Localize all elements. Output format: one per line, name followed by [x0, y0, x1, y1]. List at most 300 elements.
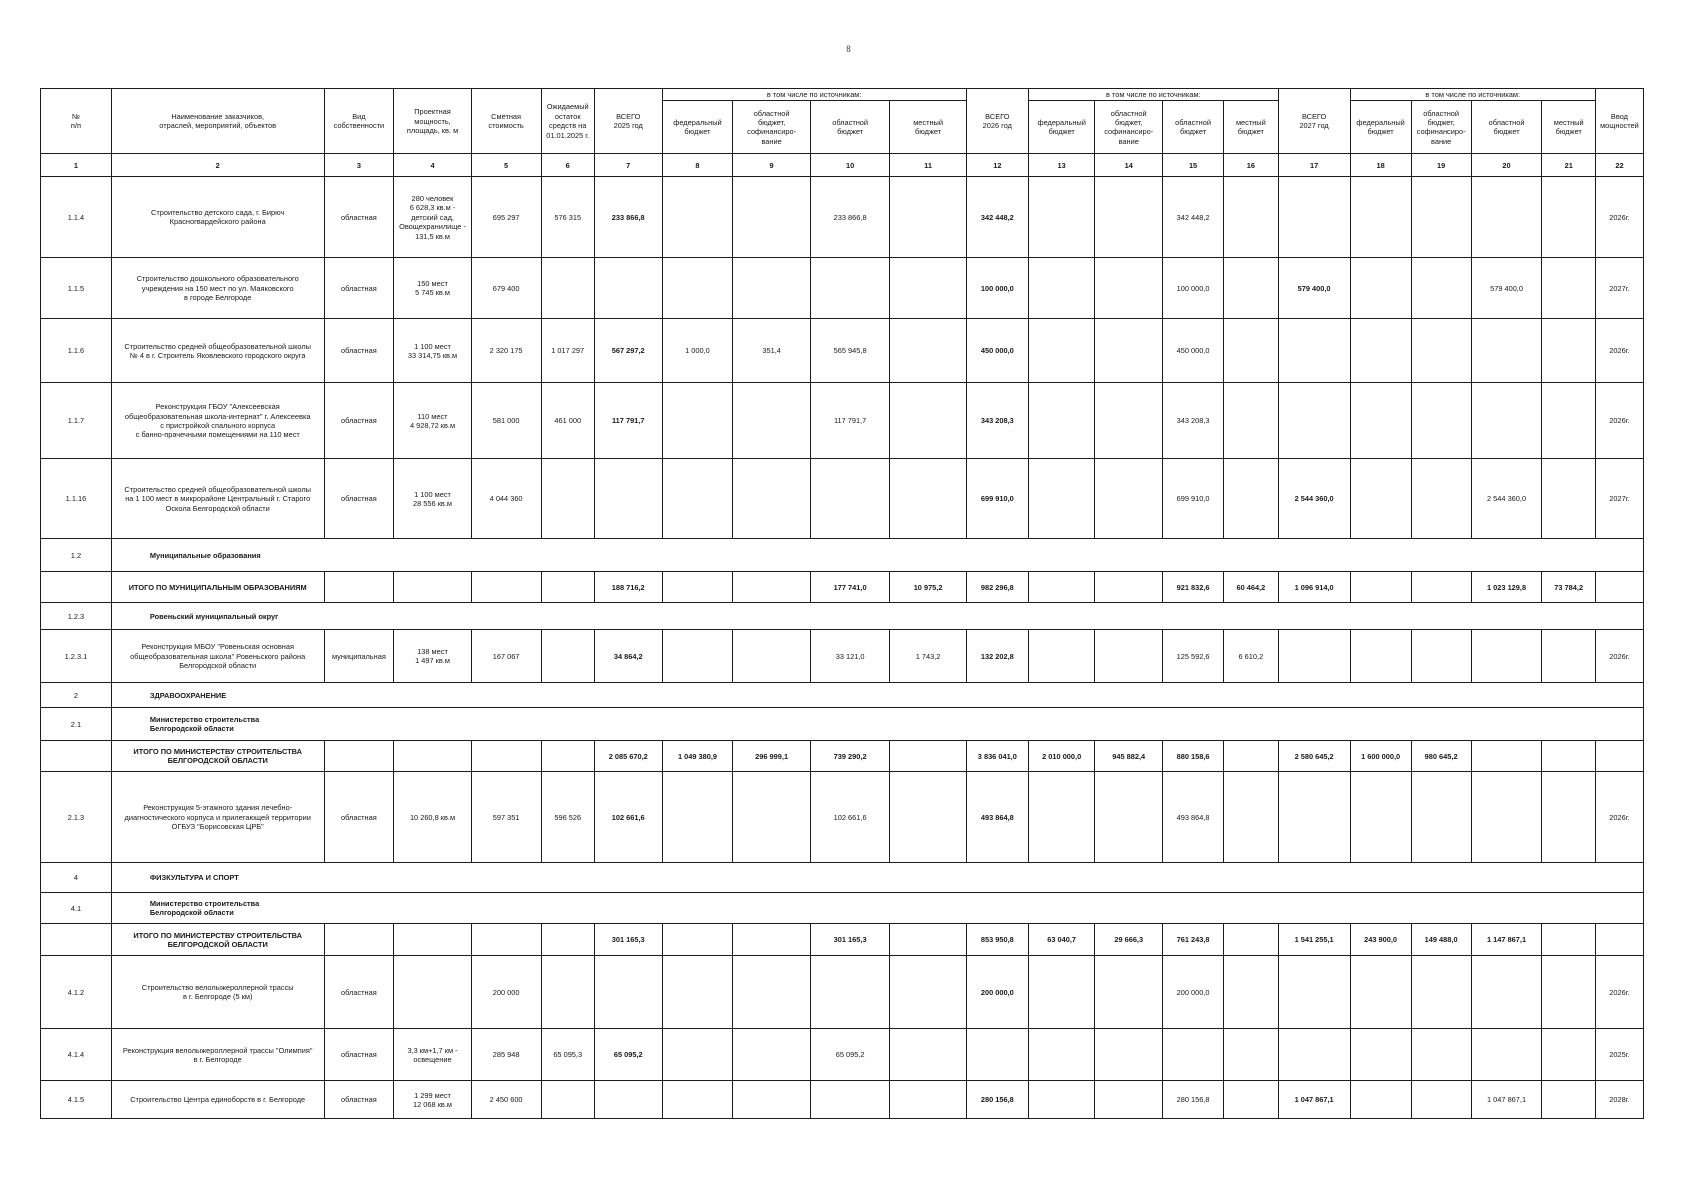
ownership-cell: муниципальная	[324, 630, 394, 683]
regional-2026-cell: 699 910,0	[1163, 459, 1224, 539]
regional-cofin-2025-cell	[733, 1081, 810, 1119]
federal-2025-cell	[662, 459, 733, 539]
federal-2025-cell	[662, 772, 733, 863]
regional-cofin-2026-cell	[1095, 772, 1163, 863]
row-number-cell: 4.1	[41, 893, 112, 924]
row-number-cell	[41, 924, 112, 956]
total-2027-cell: 2 544 360,0	[1278, 459, 1350, 539]
total-2026-cell: 699 910,0	[966, 459, 1028, 539]
total-2025-cell: 233 866,8	[594, 177, 662, 258]
regional-cofin-2027-cell	[1411, 772, 1471, 863]
regional-2027-cell	[1471, 772, 1542, 863]
object-row	[41, 630, 1644, 683]
row-number-cell: 2.1.3	[41, 772, 112, 863]
regional-cofin-2027-cell	[1411, 459, 1471, 539]
row-number-cell: 4.1.5	[41, 1081, 112, 1119]
federal-2027-cell	[1350, 319, 1411, 383]
section-row	[41, 893, 1644, 924]
total-2027-cell: 1 541 255,1	[1278, 924, 1350, 956]
regional-cofin-2026-cell	[1095, 956, 1163, 1029]
header-sources-2026: в том числе по источникам:	[1028, 89, 1278, 101]
federal-2026-cell	[1028, 772, 1095, 863]
total-2026-cell: 3 836 041,0	[966, 741, 1028, 772]
ownership-cell: областная	[324, 772, 394, 863]
estimate-cell: 2 320 175	[471, 319, 541, 383]
local-2026-cell	[1224, 772, 1279, 863]
total-2027-cell	[1278, 630, 1350, 683]
column-number: 16	[1224, 154, 1279, 177]
local-2026-cell	[1224, 459, 1279, 539]
commission-year-cell: 2026г.	[1595, 630, 1643, 683]
object-row	[41, 956, 1644, 1029]
federal-2025-cell	[662, 1081, 733, 1119]
object-row	[41, 772, 1644, 863]
header-federal-2027: федеральный бюджет	[1350, 101, 1411, 154]
regional-2026-cell: 343 208,3	[1163, 383, 1224, 459]
regional-cofin-2026-cell	[1095, 1081, 1163, 1119]
regional-2025-cell	[810, 1081, 890, 1119]
header-name: Наименование заказчиков, отраслей, мероприятий, объектов	[111, 89, 324, 154]
total-2027-cell	[1278, 383, 1350, 459]
federal-2027-cell	[1350, 1029, 1411, 1081]
column-number-row	[41, 154, 1644, 177]
regional-2026-cell: 450 000,0	[1163, 319, 1224, 383]
federal-2025-cell: 1 049 380,9	[662, 741, 733, 772]
object-name-cell: Строительство дошкольного образовательного учреждения на 150 мест по ул. Маяковского в городе Белгороде	[111, 258, 324, 319]
ownership-cell: областная	[324, 956, 394, 1029]
regional-2027-cell	[1471, 177, 1542, 258]
row-number-cell	[41, 741, 112, 772]
regional-cofin-2026-cell: 29 666,3	[1095, 924, 1163, 956]
commission-year-cell: 2026г.	[1595, 772, 1643, 863]
capacity-cell: 10 260,8 кв.м	[394, 772, 471, 863]
total-2025-cell: 301 165,3	[594, 924, 662, 956]
total-2026-cell: 343 208,3	[966, 383, 1028, 459]
estimate-cell: 581 000	[471, 383, 541, 459]
total-2025-cell: 567 297,2	[594, 319, 662, 383]
federal-2026-cell	[1028, 258, 1095, 319]
regional-2026-cell: 921 832,6	[1163, 572, 1224, 603]
local-2025-cell	[890, 1081, 966, 1119]
regional-2027-cell: 1 023 129,8	[1471, 572, 1542, 603]
ownership-cell: областная	[324, 319, 394, 383]
regional-cofin-2027-cell	[1411, 177, 1471, 258]
object-row	[41, 177, 1644, 258]
regional-cofin-2027-cell	[1411, 572, 1471, 603]
ownership-cell: областная	[324, 1081, 394, 1119]
page-number: 8	[846, 44, 851, 54]
remainder-cell: 576 315	[541, 177, 594, 258]
header-sources-2027: в том числе по источникам:	[1350, 89, 1595, 101]
estimate-cell: 2 450 600	[471, 1081, 541, 1119]
regional-2027-cell	[1471, 1029, 1542, 1081]
total-2025-cell: 34 864,2	[594, 630, 662, 683]
local-2027-cell	[1542, 258, 1595, 319]
regional-cofin-2025-cell: 351,4	[733, 319, 810, 383]
total-2025-cell: 65 095,2	[594, 1029, 662, 1081]
row-number-cell: 1.1.7	[41, 383, 112, 459]
federal-2027-cell	[1350, 1081, 1411, 1119]
regional-2027-cell	[1471, 319, 1542, 383]
section-title: ЗДРАВООХРАНЕНИЕ	[111, 683, 1643, 708]
remainder-cell	[541, 572, 594, 603]
regional-cofin-2027-cell	[1411, 319, 1471, 383]
federal-2026-cell	[1028, 459, 1095, 539]
local-2025-cell	[890, 258, 966, 319]
federal-2027-cell	[1350, 630, 1411, 683]
header-total-2026: ВСЕГО 2026 год	[966, 89, 1028, 154]
total-row	[41, 924, 1644, 956]
local-2026-cell	[1224, 177, 1279, 258]
column-number: 17	[1278, 154, 1350, 177]
local-2025-cell	[890, 924, 966, 956]
commission-year-cell: 2026г.	[1595, 319, 1643, 383]
header-ownership: Вид собственности	[324, 89, 394, 154]
regional-cofin-2026-cell: 945 882,4	[1095, 741, 1163, 772]
total-2027-cell	[1278, 319, 1350, 383]
header-regional-cofin-2027: областной бюджет, софинансиро- вание	[1411, 101, 1471, 154]
regional-cofin-2025-cell	[733, 630, 810, 683]
commission-year-cell: 2026г.	[1595, 956, 1643, 1029]
regional-2025-cell: 33 121,0	[810, 630, 890, 683]
header-regional-cofin-2025: областной бюджет, софинансиро- вание	[733, 101, 810, 154]
column-number: 9	[733, 154, 810, 177]
regional-cofin-2025-cell	[733, 1029, 810, 1081]
capacity-cell	[394, 572, 471, 603]
local-2026-cell	[1224, 258, 1279, 319]
commission-year-cell: 2026г.	[1595, 177, 1643, 258]
local-2026-cell: 60 464,2	[1224, 572, 1279, 603]
total-2026-cell: 982 296,8	[966, 572, 1028, 603]
regional-2026-cell: 125 592,6	[1163, 630, 1224, 683]
federal-2027-cell	[1350, 572, 1411, 603]
regional-cofin-2026-cell	[1095, 459, 1163, 539]
local-2027-cell	[1542, 1029, 1595, 1081]
federal-2025-cell	[662, 572, 733, 603]
regional-2025-cell: 233 866,8	[810, 177, 890, 258]
capacity-cell	[394, 741, 471, 772]
regional-cofin-2025-cell	[733, 924, 810, 956]
total-2026-cell: 280 156,8	[966, 1081, 1028, 1119]
regional-2026-cell: 342 448,2	[1163, 177, 1224, 258]
local-2026-cell: 6 610,2	[1224, 630, 1279, 683]
federal-2027-cell	[1350, 258, 1411, 319]
estimate-cell: 200 000	[471, 956, 541, 1029]
total-title: ИТОГО ПО МУНИЦИПАЛЬНЫМ ОБРАЗОВАНИЯМ	[111, 572, 324, 603]
local-2027-cell	[1542, 459, 1595, 539]
federal-2026-cell	[1028, 1081, 1095, 1119]
row-number-cell: 4.1.4	[41, 1029, 112, 1081]
section-row	[41, 708, 1644, 741]
estimate-cell: 167 067	[471, 630, 541, 683]
capacity-cell	[394, 924, 471, 956]
row-number-cell	[41, 572, 112, 603]
remainder-cell: 65 095,3	[541, 1029, 594, 1081]
total-2025-cell: 102 661,6	[594, 772, 662, 863]
commission-year-cell: 2026г.	[1595, 383, 1643, 459]
total-2027-cell: 1 096 914,0	[1278, 572, 1350, 603]
total-title: ИТОГО ПО МИНИСТЕРСТВУ СТРОИТЕЛЬСТВА БЕЛГОРОДСКОЙ ОБЛАСТИ	[111, 741, 324, 772]
regional-cofin-2026-cell	[1095, 383, 1163, 459]
column-number: 18	[1350, 154, 1411, 177]
total-2027-cell	[1278, 1029, 1350, 1081]
local-2026-cell	[1224, 1081, 1279, 1119]
regional-2025-cell: 739 290,2	[810, 741, 890, 772]
regional-cofin-2027-cell: 149 488,0	[1411, 924, 1471, 956]
row-number-cell: 1.2.3	[41, 603, 112, 630]
capacity-cell	[394, 956, 471, 1029]
header-regional-2026: областной бюджет	[1163, 101, 1224, 154]
local-2025-cell	[890, 772, 966, 863]
header-regional-cofin-2026: областной бюджет, софинансиро- вание	[1095, 101, 1163, 154]
section-row	[41, 683, 1644, 708]
federal-2026-cell	[1028, 1029, 1095, 1081]
regional-2027-cell: 1 147 867,1	[1471, 924, 1542, 956]
column-number: 4	[394, 154, 471, 177]
header-regional-2027: областной бюджет	[1471, 101, 1542, 154]
header-sources-2025: в том числе по источникам:	[662, 89, 966, 101]
local-2027-cell: 73 784,2	[1542, 572, 1595, 603]
header-no: № п/п	[41, 89, 112, 154]
federal-2027-cell	[1350, 383, 1411, 459]
section-title: ФИЗКУЛЬТУРА И СПОРТ	[111, 863, 1643, 893]
object-row	[41, 383, 1644, 459]
regional-2026-cell: 493 864,8	[1163, 772, 1224, 863]
section-title: Ровеньский муниципальный округ	[111, 603, 1643, 630]
commission-year-cell	[1595, 741, 1643, 772]
regional-cofin-2026-cell	[1095, 319, 1163, 383]
federal-2025-cell	[662, 956, 733, 1029]
federal-2026-cell	[1028, 177, 1095, 258]
estimate-cell	[471, 741, 541, 772]
column-number: 19	[1411, 154, 1471, 177]
total-2027-cell: 1 047 867,1	[1278, 1081, 1350, 1119]
regional-2026-cell: 280 156,8	[1163, 1081, 1224, 1119]
regional-cofin-2027-cell	[1411, 630, 1471, 683]
regional-cofin-2027-cell	[1411, 383, 1471, 459]
local-2026-cell	[1224, 956, 1279, 1029]
estimate-cell: 679 400	[471, 258, 541, 319]
column-number: 14	[1095, 154, 1163, 177]
ownership-cell	[324, 572, 394, 603]
header-federal-2026: федеральный бюджет	[1028, 101, 1095, 154]
federal-2026-cell: 63 040,7	[1028, 924, 1095, 956]
regional-2026-cell: 761 243,8	[1163, 924, 1224, 956]
federal-2025-cell	[662, 630, 733, 683]
regional-2027-cell	[1471, 630, 1542, 683]
capacity-cell: 1 299 мест 12 068 кв.м	[394, 1081, 471, 1119]
object-name-cell: Реконструкция ГБОУ "Алексеевская общеобразовательная школа-интернат" г. Алексеевка с пристройкой спального корпуса с банно-прачечными помещениями на 110 мест	[111, 383, 324, 459]
remainder-cell: 596 526	[541, 772, 594, 863]
ownership-cell: областная	[324, 383, 394, 459]
capacity-cell: 280 человек 6 628,3 кв.м - детский сад, Овощехранилище - 131,5 кв.м	[394, 177, 471, 258]
local-2027-cell	[1542, 177, 1595, 258]
local-2025-cell	[890, 741, 966, 772]
commission-year-cell	[1595, 924, 1643, 956]
total-2025-cell: 188 716,2	[594, 572, 662, 603]
local-2026-cell	[1224, 383, 1279, 459]
header-capacity: Проектная мощность, площадь, кв. м	[394, 89, 471, 154]
federal-2025-cell	[662, 177, 733, 258]
local-2025-cell	[890, 319, 966, 383]
local-2027-cell	[1542, 956, 1595, 1029]
column-number: 13	[1028, 154, 1095, 177]
object-name-cell: Строительство Центра единоборств в г. Белгороде	[111, 1081, 324, 1119]
remainder-cell	[541, 956, 594, 1029]
object-name-cell: Строительство средней общеобразовательной школы № 4 в г. Строитель Яковлевского городского округа	[111, 319, 324, 383]
estimate-cell: 285 948	[471, 1029, 541, 1081]
total-2026-cell	[966, 1029, 1028, 1081]
header-local-2026: местный бюджет	[1224, 101, 1279, 154]
object-name-cell: Строительство детского сада, г. Бирюч Красногвардейского района	[111, 177, 324, 258]
total-2026-cell: 132 202,8	[966, 630, 1028, 683]
header-regional-2025: областной бюджет	[810, 101, 890, 154]
total-2026-cell: 200 000,0	[966, 956, 1028, 1029]
regional-cofin-2027-cell: 980 645,2	[1411, 741, 1471, 772]
object-name-cell: Реконструкция велолыжероллерной трассы "Олимпия" в г. Белгороде	[111, 1029, 324, 1081]
regional-cofin-2025-cell	[733, 772, 810, 863]
regional-2025-cell	[810, 956, 890, 1029]
regional-2027-cell	[1471, 383, 1542, 459]
estimate-cell	[471, 924, 541, 956]
commission-year-cell: 2027г.	[1595, 459, 1643, 539]
regional-cofin-2027-cell	[1411, 1029, 1471, 1081]
column-number: 11	[890, 154, 966, 177]
ownership-cell: областная	[324, 1029, 394, 1081]
total-row	[41, 741, 1644, 772]
local-2027-cell	[1542, 1081, 1595, 1119]
regional-2026-cell: 880 158,6	[1163, 741, 1224, 772]
federal-2026-cell	[1028, 956, 1095, 1029]
total-2026-cell: 100 000,0	[966, 258, 1028, 319]
object-row	[41, 1081, 1644, 1119]
estimate-cell: 4 044 360	[471, 459, 541, 539]
local-2025-cell	[890, 459, 966, 539]
federal-2027-cell	[1350, 772, 1411, 863]
federal-2025-cell	[662, 383, 733, 459]
regional-cofin-2027-cell	[1411, 258, 1471, 319]
local-2026-cell	[1224, 924, 1279, 956]
remainder-cell	[541, 459, 594, 539]
header-row-top	[41, 89, 1644, 101]
column-number: 3	[324, 154, 394, 177]
column-number: 7	[594, 154, 662, 177]
investment-program-table	[40, 88, 1644, 1119]
federal-2027-cell	[1350, 956, 1411, 1029]
regional-2027-cell: 1 047 867,1	[1471, 1081, 1542, 1119]
remainder-cell	[541, 630, 594, 683]
regional-2027-cell: 2 544 360,0	[1471, 459, 1542, 539]
row-number-cell: 1.1.16	[41, 459, 112, 539]
object-row	[41, 258, 1644, 319]
column-number: 20	[1471, 154, 1542, 177]
local-2027-cell	[1542, 383, 1595, 459]
federal-2025-cell	[662, 1029, 733, 1081]
row-number-cell: 1.1.6	[41, 319, 112, 383]
row-number-cell: 1.2.3.1	[41, 630, 112, 683]
local-2027-cell	[1542, 772, 1595, 863]
capacity-cell: 150 мест 5 745 кв.м	[394, 258, 471, 319]
ownership-cell: областная	[324, 258, 394, 319]
column-number: 15	[1163, 154, 1224, 177]
capacity-cell: 110 мест 4 928,72 кв.м	[394, 383, 471, 459]
row-number-cell: 4.1.2	[41, 956, 112, 1029]
regional-2027-cell: 579 400,0	[1471, 258, 1542, 319]
regional-2027-cell	[1471, 956, 1542, 1029]
regional-2025-cell: 102 661,6	[810, 772, 890, 863]
total-2027-cell	[1278, 177, 1350, 258]
remainder-cell	[541, 924, 594, 956]
federal-2026-cell	[1028, 572, 1095, 603]
federal-2026-cell: 2 010 000,0	[1028, 741, 1095, 772]
local-2025-cell: 10 975,2	[890, 572, 966, 603]
object-row	[41, 319, 1644, 383]
object-row	[41, 1029, 1644, 1081]
federal-2026-cell	[1028, 630, 1095, 683]
remainder-cell	[541, 1081, 594, 1119]
header-total-2025: ВСЕГО 2025 год	[594, 89, 662, 154]
total-2025-cell	[594, 258, 662, 319]
estimate-cell	[471, 572, 541, 603]
total-row	[41, 572, 1644, 603]
regional-cofin-2026-cell	[1095, 177, 1163, 258]
regional-cofin-2025-cell: 296 999,1	[733, 741, 810, 772]
object-row	[41, 459, 1644, 539]
local-2026-cell	[1224, 319, 1279, 383]
row-number-cell: 1.1.4	[41, 177, 112, 258]
federal-2027-cell: 243 900,0	[1350, 924, 1411, 956]
header-remainder: Ожидаемый остаток средств на 01.01.2025 г.	[541, 89, 594, 154]
local-2025-cell	[890, 956, 966, 1029]
remainder-cell	[541, 741, 594, 772]
regional-2025-cell: 117 791,7	[810, 383, 890, 459]
total-2027-cell: 579 400,0	[1278, 258, 1350, 319]
federal-2025-cell	[662, 924, 733, 956]
capacity-cell: 3,3 км+1,7 км - освещение	[394, 1029, 471, 1081]
federal-2027-cell	[1350, 459, 1411, 539]
section-title: Министерство строительства Белгородской области	[111, 708, 1643, 741]
ownership-cell	[324, 924, 394, 956]
total-2025-cell	[594, 956, 662, 1029]
object-name-cell: Строительство велолыжероллерной трассы в г. Белгороде (5 км)	[111, 956, 324, 1029]
ownership-cell: областная	[324, 459, 394, 539]
federal-2027-cell: 1 600 000,0	[1350, 741, 1411, 772]
regional-2025-cell	[810, 258, 890, 319]
object-name-cell: Строительство средней общеобразовательной школы на 1 100 мест в микрорайоне Центральный г. Старого Оскола Белгородской области	[111, 459, 324, 539]
regional-2025-cell: 65 095,2	[810, 1029, 890, 1081]
regional-cofin-2027-cell	[1411, 1081, 1471, 1119]
remainder-cell	[541, 258, 594, 319]
row-number-cell: 1.2	[41, 539, 112, 572]
federal-2025-cell	[662, 258, 733, 319]
section-row	[41, 863, 1644, 893]
total-title: ИТОГО ПО МИНИСТЕРСТВУ СТРОИТЕЛЬСТВА БЕЛГОРОДСКОЙ ОБЛАСТИ	[111, 924, 324, 956]
column-number: 6	[541, 154, 594, 177]
regional-2025-cell: 301 165,3	[810, 924, 890, 956]
regional-2027-cell	[1471, 741, 1542, 772]
total-2025-cell	[594, 459, 662, 539]
regional-cofin-2025-cell	[733, 258, 810, 319]
total-2025-cell	[594, 1081, 662, 1119]
regional-cofin-2027-cell	[1411, 956, 1471, 1029]
regional-2026-cell	[1163, 1029, 1224, 1081]
local-2025-cell	[890, 1029, 966, 1081]
regional-2026-cell: 100 000,0	[1163, 258, 1224, 319]
total-2026-cell: 853 950,8	[966, 924, 1028, 956]
total-2025-cell: 2 085 670,2	[594, 741, 662, 772]
column-number: 12	[966, 154, 1028, 177]
header-local-2027: местный бюджет	[1542, 101, 1595, 154]
